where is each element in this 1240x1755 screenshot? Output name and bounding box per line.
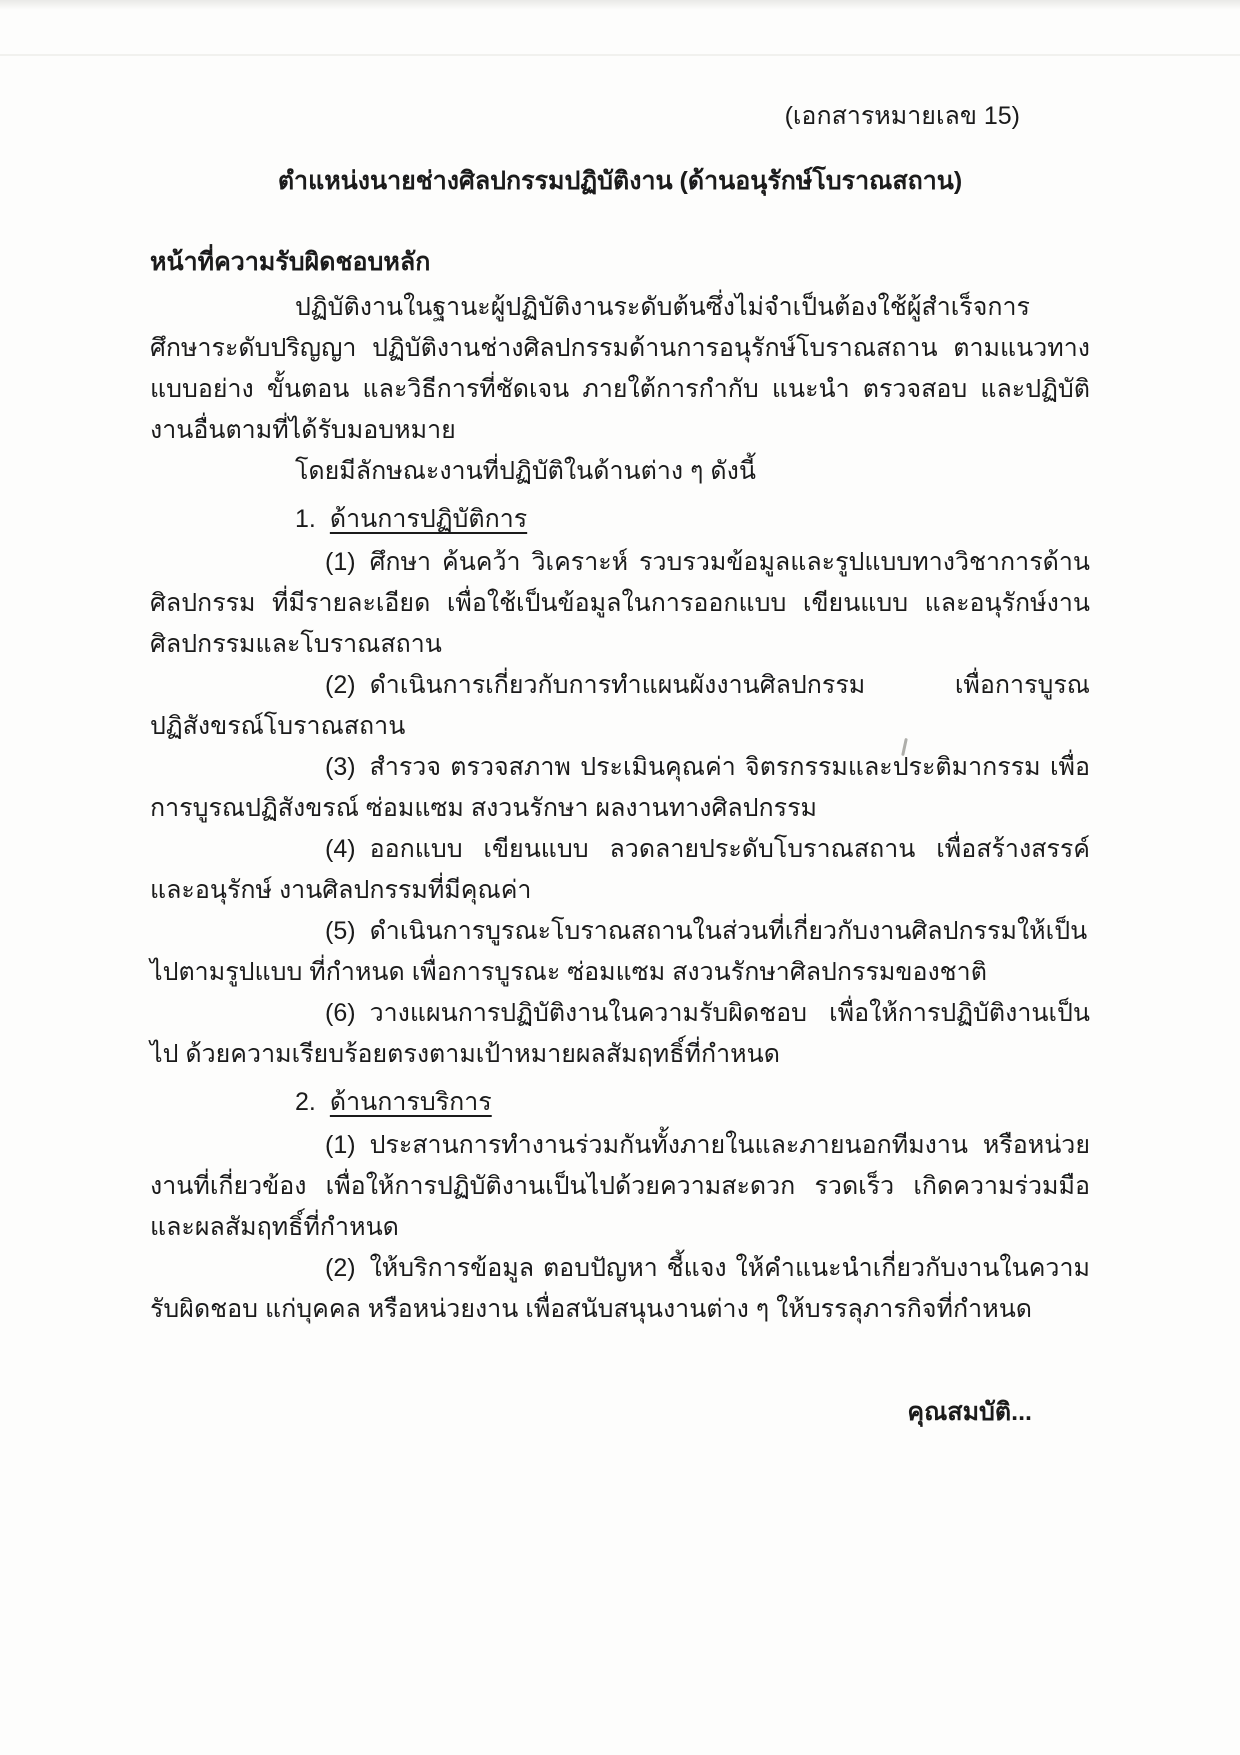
item-number: (2) (325, 671, 356, 699)
document-content (150, 96, 1090, 1330)
section-service-heading (295, 1082, 1090, 1123)
item-text: ดำเนินการบูรณะโบราณสถานในส่วนที่เกี่ยวกับงานศิลปกรรมให้เป็นไปตามรูปแบบ ที่กำหนด เพื่อการบูรณะ ซ่อมแซม สงวนรักษาศิลปกรรมของชาติ (150, 917, 1088, 986)
item-text: วางแผนการปฏิบัติงานในความรับผิดชอบ เพื่อให้การปฏิบัติงานเป็นไป ด้วยความเรียบร้อยตรงตามเป้าหมายผลสัมฤทธิ์ที่กำหนด (150, 999, 1090, 1068)
section-title: ด้านการปฏิบัติการ (329, 505, 528, 533)
item-number: (3) (325, 753, 356, 781)
item-text: ประสานการทำงานร่วมกันทั้งภายในและภายนอกทีมงาน หรือหน่วยงานที่เกี่ยวข้อง เพื่อให้การปฏิบัติงานเป็นไปด้วยความสะดวก รวดเร็ว เกิดความร่วมมือและผลสัมฤทธิ์ที่กำหนด (150, 1131, 1090, 1241)
item-text: ดำเนินการเกี่ยวกับการทำแผนผังงานศิลปกรรม เพื่อการบูรณปฏิสังขรณ์โบราณสถาน (150, 671, 1090, 740)
item-number: (5) (325, 917, 356, 945)
service-item-2 (150, 1248, 1090, 1330)
page-title: ตำแหน่งนายช่างศิลปกรรมปฏิบัติงาน (ด้านอนุรักษ์โบราณสถาน) (277, 167, 963, 195)
main-duties-heading: หน้าที่ความรับผิดชอบหลัก (150, 248, 431, 276)
item-text: ให้บริการข้อมูล ตอบปัญหา ชี้แจง ให้คำแนะนำเกี่ยวกับงานในความรับผิดชอบ แก่บุคคล หรือหน่วยงาน เพื่อสนับสนุนงานต่าง ๆ ให้บรรลุภารกิจที่กำหนด (150, 1254, 1090, 1323)
intro-line-2: โดยมีลักษณะงานที่ปฏิบัติในด้านต่าง ๆ ดังนี้ (295, 457, 756, 485)
section-number: 2. (295, 1088, 316, 1116)
service-item-1 (150, 1125, 1090, 1248)
document-number: (เอกสารหมายเลข 15) (784, 102, 1020, 130)
item-number: (6) (325, 999, 356, 1027)
operations-item-3 (150, 747, 1090, 829)
item-number: (1) (325, 548, 356, 576)
item-text: ศึกษา ค้นคว้า วิเคราะห์ รวบรวมข้อมูลและรูปแบบทางวิชาการด้านศิลปกรรม ที่มีรายละเอียด เพื่อใช้เป็นข้อมูลในการออกแบบ เขียนแบบ และอนุรักษ์งานศิลปกรรมและโบราณสถาน (150, 548, 1090, 658)
intro-paragraph: ปฏิบัติงานในฐานะผู้ปฏิบัติงานระดับต้นซึ่งไม่จำเป็นต้องใช้ผู้สำเร็จการศึกษาระดับปริญญา ปฏิบัติงานช่างศิลปกรรมด้านการอนุรักษ์โบราณสถาน ตามแนวทาง แบบอย่าง ขั้นตอน และวิธีการที่ชัดเจน ภายใต้การกำกับ แนะนำ ตรวจสอบ และปฏิบัติงานอื่นตามที่ได้รับมอบหมาย (150, 293, 1090, 444)
section-service (150, 1082, 1090, 1330)
section-operations (150, 499, 1090, 1075)
item-number: (2) (325, 1254, 356, 1282)
section-title: ด้านการบริการ (329, 1088, 492, 1116)
item-text: ออกแบบ เขียนแบบ ลวดลายประดับโบราณสถาน เพื่อสร้างสรรค์และอนุรักษ์ งานศิลปกรรมที่มีคุณค่า (150, 835, 1090, 904)
scan-edge-artifact (0, 0, 1240, 10)
operations-item-2 (150, 665, 1090, 747)
footer-catchword: คุณสมบัติ... (907, 1398, 1032, 1426)
operations-item-1 (150, 542, 1090, 665)
operations-item-4 (150, 829, 1090, 911)
scan-band-artifact (0, 54, 1240, 56)
item-text: สำรวจ ตรวจสภาพ ประเมินคุณค่า จิตรกรรมและประติมากรรม เพื่อการบูรณปฏิสังขรณ์ ซ่อมแซม สงวนรักษา ผลงานทางศิลปกรรม (150, 753, 1090, 822)
item-number: (1) (325, 1131, 356, 1159)
operations-item-5 (150, 911, 1090, 993)
item-number: (4) (325, 835, 356, 863)
operations-item-6 (150, 993, 1090, 1075)
section-operations-heading (295, 499, 1090, 540)
section-number: 1. (295, 505, 316, 533)
